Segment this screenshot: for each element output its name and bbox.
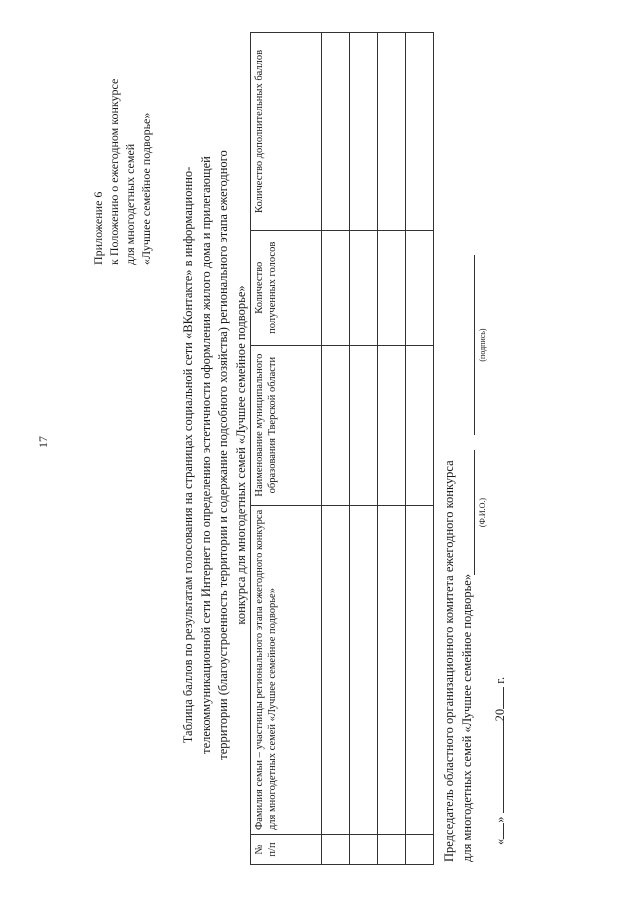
table-cell: [406, 33, 434, 231]
table-cell: [378, 33, 406, 231]
table-row: [350, 33, 378, 865]
date-open-quote: «: [493, 838, 507, 845]
table-cell: [350, 345, 378, 505]
table-cell: [350, 835, 378, 865]
table-title: [180, 45, 250, 865]
page-number: 17: [36, 436, 50, 448]
date-day-blank: [503, 823, 504, 839]
table-cell: [350, 230, 378, 345]
table-row: [406, 33, 434, 865]
table-cell: [350, 505, 378, 834]
signature-caption: (подпись): [478, 328, 487, 362]
table-cell: [406, 345, 434, 505]
appendix-line: «Лучшее семейное подворье»: [139, 112, 153, 265]
table-cell: [406, 835, 434, 865]
header-cell-number: № п/п: [251, 835, 322, 865]
header-cell-votes: Количество полученных голосов: [251, 230, 322, 345]
table-cell: [322, 230, 350, 345]
table-cell: [406, 230, 434, 345]
header-cell-family: Фамилия семьи – участницы регионального этапа ежегодного конкурса для многодетных семей «Лучшее семейное подворье»: [251, 505, 322, 834]
table-cell: [378, 345, 406, 505]
date-line: [493, 677, 508, 845]
header-cell-extra-points: Количество дополнительных баллов: [251, 33, 322, 231]
table-cell: [322, 33, 350, 231]
table-header-row: [251, 33, 322, 865]
table-row: [378, 33, 406, 865]
date-month-blank: [503, 721, 504, 813]
table-cell: [322, 835, 350, 865]
appendix-line: Приложение 6: [91, 191, 105, 265]
signature-line: [474, 255, 475, 435]
signature-title-line: для многодетных семей «Лучшее семейное подворье»: [460, 573, 474, 862]
appendix-header: [90, 25, 154, 265]
table-cell: [378, 230, 406, 345]
date-close-quote: »: [493, 816, 507, 823]
scores-table: [250, 32, 434, 865]
title-line: территории (благоустроенность территории и содержание подсобного хозяйства) регионального этапа ежегодного: [216, 150, 230, 760]
title-line: телекоммуникационной сети Интернет по определению эстетичности оформления жилого дома и прилегающей: [198, 156, 213, 754]
table-row: [322, 33, 350, 865]
date-year-blank: [503, 687, 504, 709]
table-cell: [406, 505, 434, 834]
date-year-prefix: 20: [493, 708, 507, 722]
fio-line: [474, 450, 475, 575]
header-cell-municipality: Наименование муниципального образования Тверской области: [251, 345, 322, 505]
signature-block: [440, 460, 476, 862]
table-cell: [322, 505, 350, 834]
table-cell: [378, 505, 406, 834]
table-cell: [378, 835, 406, 865]
appendix-line: к Положению о ежегодном конкурсе: [107, 78, 121, 265]
title-line: конкурса для многодетных семей «Лучшее семейное подворье»: [233, 285, 248, 625]
title-line: Таблица баллов по результатам голосования на страницах социальной сети «ВКонтакте» в информационно-: [181, 166, 195, 744]
date-year-suffix: г.: [493, 676, 507, 684]
fio-caption: (Ф.И.О.): [478, 497, 487, 528]
table-cell: [322, 345, 350, 505]
table-cell: [350, 33, 378, 231]
signature-title-line: Председатель областного организационного комитета ежегодного конкурса: [442, 460, 456, 862]
appendix-line: для многодетных семей: [123, 143, 137, 265]
